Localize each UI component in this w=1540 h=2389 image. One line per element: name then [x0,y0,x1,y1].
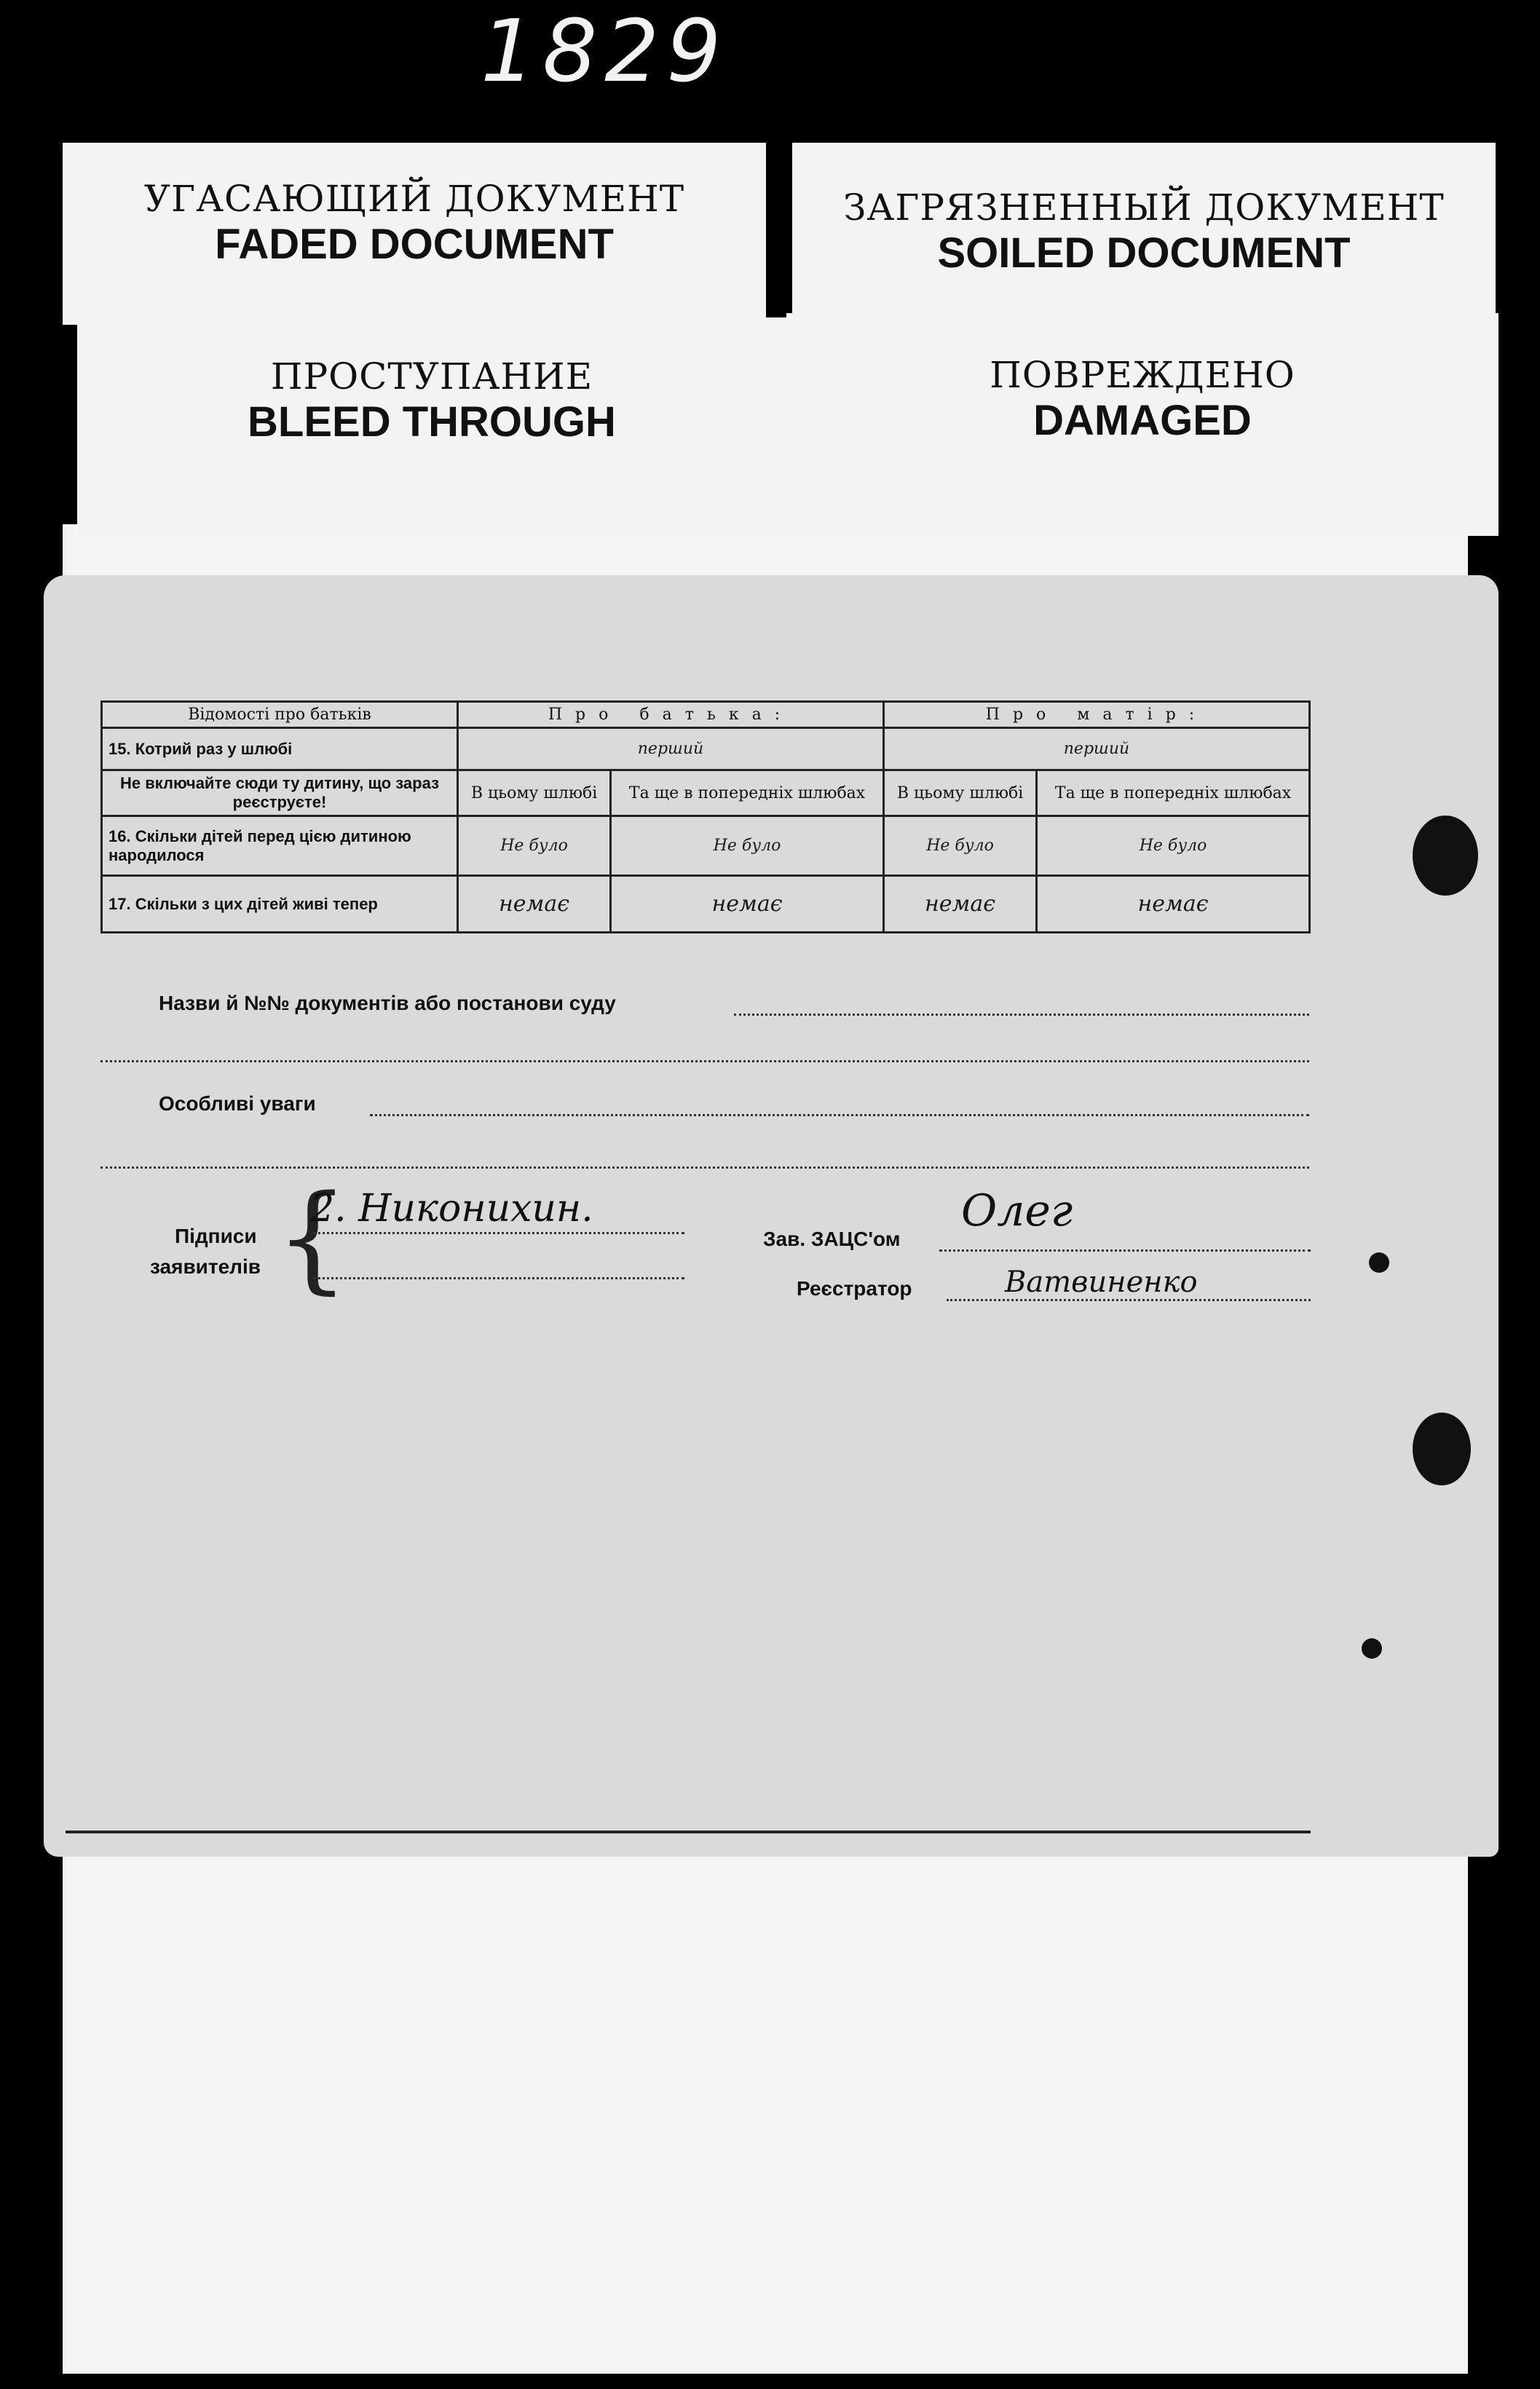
card-label-ru: УГАСАЮЩИЙ ДОКУМЕНТ [143,178,685,220]
signature-line [313,1277,684,1279]
damaged-card [786,313,1498,536]
registrar-signature-line [947,1299,1311,1301]
row16-value: Не було [1037,816,1310,876]
head-label: Зав. ЗАЦС'ом [763,1228,901,1250]
mother-header: Про матір: [883,702,1309,728]
card-label-ru: ПРОСТУПАНИЕ [270,355,593,398]
bleed-through-card [77,317,786,536]
row17-label: 17. Скільки з цих дітей живі тепер [102,876,458,933]
bottom-rule [66,1831,1311,1833]
father-this-marriage-header: В цьому шлюбі [458,770,611,816]
remarks-line [370,1114,1309,1116]
signatures-label: заявителів [150,1255,261,1278]
documents-label: Назви й №№ документів або постанови суду [159,992,616,1014]
row17-value: немає [611,876,884,933]
row16-label: 16. Скільки дітей перед цією дитиною народилося [102,816,458,876]
row16-value: Не було [611,816,884,876]
documents-line [734,1014,1309,1016]
registrar-label: Реєстратор [797,1277,912,1300]
documents-line [100,1060,1309,1062]
parents-info-header: Відомості про батьків [102,702,458,728]
registrar-signature: Ватвиненко [1005,1265,1198,1299]
card-label-en: SOILED DOCUMENT [937,229,1351,277]
signature-line [313,1232,684,1234]
row15-father: перший [458,728,884,770]
signatures-label: Підписи [175,1225,257,1247]
table-row [102,728,1310,770]
father-header: Про батька: [458,702,884,728]
brace-icon: { [275,1169,350,1306]
applicant-signature: 2. Никонихин. [310,1187,593,1231]
table-row [102,816,1310,876]
row16-value: Не було [883,816,1036,876]
remarks-label: Особливі уваги [159,1092,316,1115]
mother-prev-marriages-header: Та ще в попередніх шлюбах [1037,770,1310,816]
soiled-document-card [792,143,1496,335]
table-row [102,770,1310,816]
remarks-line [100,1166,1309,1169]
exclusion-note: Не включайте сюди ту дитину, що зараз реєструєте! [102,770,458,816]
frame-number: 1829 [481,1,729,101]
card-label-ru: ЗАГРЯЗНЕННЫЙ ДОКУМЕНТ [843,186,1445,229]
father-prev-marriages-header: Та ще в попередніх шлюбах [611,770,884,816]
ink-stain [1413,1413,1471,1485]
row16-value: Не було [458,816,611,876]
card-label-en: DAMAGED [1033,397,1252,444]
head-signature-line [939,1249,1311,1252]
row15-mother: перший [883,728,1309,770]
row17-value: немає [458,876,611,933]
row15-label: 15. Котрий раз у шлюбі [102,728,458,770]
head-signature: Олег [961,1185,1073,1236]
faded-document-card [63,143,766,325]
card-label-en: FADED DOCUMENT [215,221,614,268]
punch-hole [1369,1252,1389,1273]
row17-value: немає [1037,876,1310,933]
table-row [102,876,1310,933]
ink-stain [1413,816,1478,896]
parents-info-table [100,700,1311,933]
card-label-ru: ПОВРЕЖДЕНО [990,354,1295,396]
row17-value: немає [883,876,1036,933]
table-header-row [102,702,1310,728]
mother-this-marriage-header: В цьому шлюбі [883,770,1036,816]
card-label-en: BLEED THROUGH [248,398,616,446]
punch-hole [1362,1638,1382,1659]
